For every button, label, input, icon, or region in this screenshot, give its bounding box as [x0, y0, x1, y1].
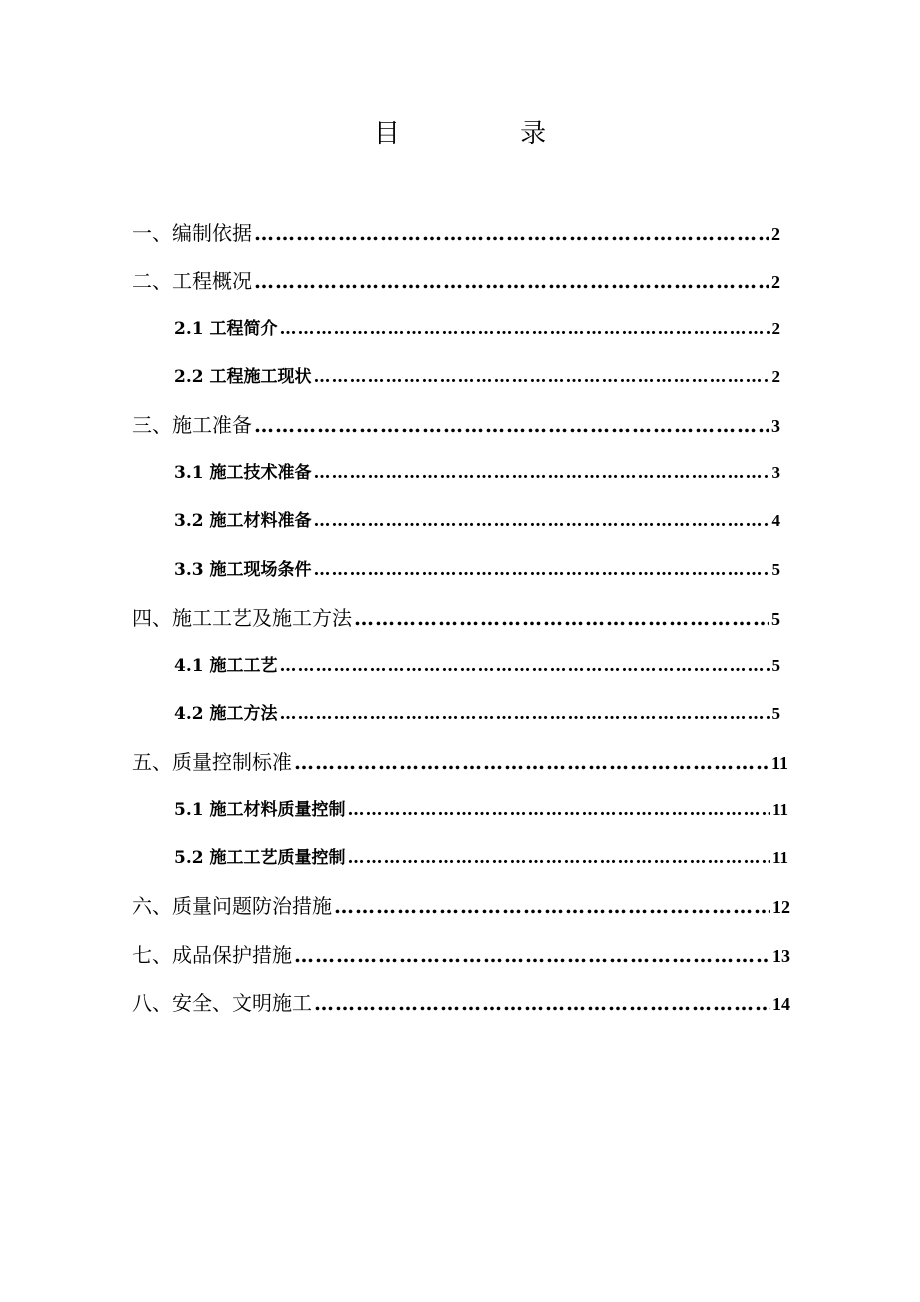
toc-subentry[interactable] — [174, 362, 780, 392]
toc-entry-label: 5.1 施工材料质量控制 — [174, 800, 346, 820]
toc-entry-label: 2.1 工程简介 — [174, 319, 278, 339]
toc-entry-page: 2 — [771, 224, 780, 244]
toc-dot-leader — [314, 988, 770, 1018]
toc-entry[interactable] — [132, 940, 790, 970]
toc-entry-label: 五、质量控制标准 — [132, 750, 292, 774]
toc-subentry[interactable] — [174, 795, 788, 825]
toc-dot-leader — [280, 314, 770, 344]
toc-entry-page: 3 — [771, 416, 780, 436]
toc-entry-page: 3 — [771, 463, 780, 482]
toc-dot-leader — [280, 699, 770, 729]
toc-entry-label: 一、编制依据 — [132, 221, 252, 245]
toc-subentry[interactable] — [174, 651, 780, 681]
toc-entry-page: 4 — [771, 511, 780, 530]
toc-entry-page: 5 — [771, 704, 780, 723]
toc-entry-page: 11 — [771, 800, 788, 819]
toc-entry[interactable] — [132, 218, 780, 248]
toc-subentry[interactable] — [174, 555, 780, 585]
toc-dot-leader — [254, 410, 769, 440]
toc-entry-page: 14 — [772, 994, 790, 1014]
toc-entry-page: 5 — [771, 656, 780, 675]
toc-dot-leader — [254, 266, 769, 296]
toc-subentry[interactable] — [174, 314, 780, 344]
toc-entry-page: 13 — [772, 946, 790, 966]
toc-subentry[interactable] — [174, 843, 788, 873]
toc-entry-label: 4.1 施工工艺 — [174, 656, 278, 676]
toc-subentry[interactable] — [174, 506, 780, 536]
toc-entry-label: 三、施工准备 — [132, 413, 252, 437]
toc-entry[interactable] — [132, 747, 788, 777]
toc-subentry[interactable] — [174, 458, 780, 488]
toc-dot-leader — [254, 218, 769, 248]
toc-entry-label: 六、质量问题防治措施 — [132, 894, 332, 918]
toc-entry-label: 3.3 施工现场条件 — [174, 560, 312, 580]
toc-entry[interactable] — [132, 410, 780, 440]
toc-entry-page: 2 — [771, 367, 780, 386]
toc-dot-leader — [348, 843, 770, 873]
toc-subentry[interactable] — [174, 699, 780, 729]
toc-entry-label: 3.1 施工技术准备 — [174, 463, 312, 483]
toc-entry[interactable] — [132, 603, 780, 633]
toc-dot-leader — [314, 362, 770, 392]
toc-entry-page: 2 — [771, 319, 780, 338]
toc-entry-label: 四、施工工艺及施工方法 — [132, 606, 352, 630]
toc-dot-leader — [294, 747, 769, 777]
toc-dot-leader — [314, 506, 770, 536]
toc-entry-label: 5.2 施工工艺质量控制 — [174, 848, 346, 868]
toc-entry-label: 3.2 施工材料准备 — [174, 511, 312, 531]
page-title: 目 录 — [373, 119, 603, 149]
toc-entry-label: 七、成品保护措施 — [132, 943, 292, 967]
toc-entry-label: 八、安全、文明施工 — [132, 991, 312, 1015]
toc-entry[interactable] — [132, 266, 780, 296]
toc-entry-label: 2.2 工程施工现状 — [174, 367, 312, 387]
toc-entry-label: 4.2 施工方法 — [174, 704, 278, 724]
toc-dot-leader — [314, 555, 770, 585]
toc-dot-leader — [314, 458, 770, 488]
toc-dot-leader — [334, 891, 770, 921]
toc-entry-page: 12 — [772, 897, 790, 917]
toc-entry-page: 5 — [771, 560, 780, 579]
toc-dot-leader — [294, 940, 770, 970]
toc-entry-page: 11 — [770, 753, 788, 773]
toc-entry[interactable] — [132, 891, 790, 921]
toc-entry[interactable] — [132, 988, 790, 1018]
toc-dot-leader — [354, 603, 769, 633]
toc-dot-leader — [348, 795, 770, 825]
toc-dot-leader — [280, 651, 770, 681]
toc-entry-page: 2 — [771, 272, 780, 292]
toc-entry-page: 11 — [771, 848, 788, 867]
toc-entry-label: 二、工程概况 — [132, 269, 252, 293]
toc-entry-page: 5 — [771, 609, 780, 629]
